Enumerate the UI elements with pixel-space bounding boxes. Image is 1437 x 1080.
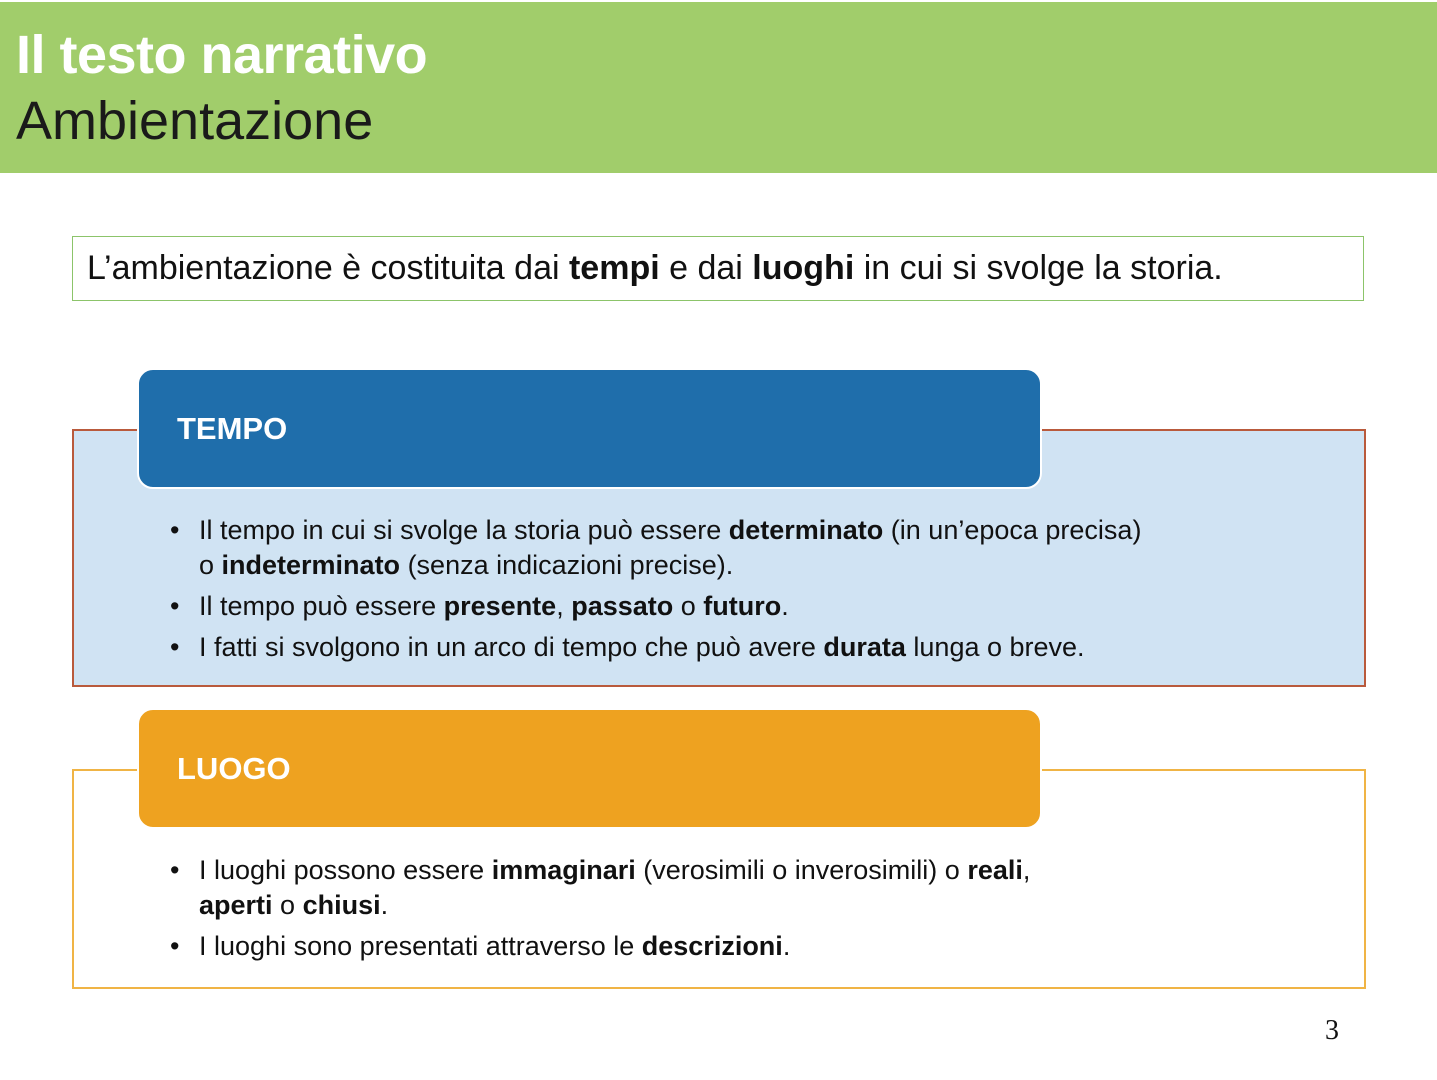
slide-title: Il testo narrativo	[16, 25, 428, 85]
item-bold: indeterminato	[221, 550, 401, 580]
page-number: 3	[1325, 1015, 1339, 1046]
item-text: ,	[556, 591, 572, 621]
item-bold: durata	[823, 632, 906, 662]
item-text: ,	[1022, 855, 1031, 885]
list-item	[170, 630, 1320, 665]
list-item	[170, 929, 1270, 964]
definition-bold-tempi: tempi	[568, 249, 660, 287]
item-text: Il tempo può essere	[199, 591, 444, 621]
tempo-list	[170, 513, 1320, 671]
tempo-heading	[137, 368, 1042, 489]
item-bold: chiusi	[302, 890, 381, 920]
item-bold: descrizioni	[641, 931, 783, 961]
item-bold: aperti	[199, 890, 273, 920]
definition-text-3: in cui si svolge la storia.	[854, 249, 1223, 287]
list-item	[170, 589, 1320, 624]
slide-subtitle: Ambientazione	[16, 91, 374, 151]
definition-text-2: e dai	[659, 249, 753, 287]
luogo-heading	[137, 708, 1042, 829]
item-text: o	[199, 550, 222, 580]
luogo-label: LUOGO	[177, 750, 291, 786]
item-text: I luoghi sono presentati attraverso le	[199, 931, 642, 961]
definition-text-1: L’ambientazione è costituita dai	[87, 249, 569, 287]
item-bold: futuro	[703, 591, 782, 621]
list-item	[170, 853, 1270, 923]
item-text: .	[380, 890, 389, 920]
item-text: (in un’epoca precisa)	[883, 515, 1142, 545]
item-text: .	[782, 931, 791, 961]
definition-bold-luoghi: luoghi	[752, 249, 855, 287]
item-text: I luoghi possono essere	[199, 855, 492, 885]
item-bold: reali	[967, 855, 1023, 885]
luogo-list	[170, 853, 1270, 970]
item-text: (senza indicazioni precise).	[400, 550, 734, 580]
item-bold: immaginari	[491, 855, 636, 885]
item-text: .	[781, 591, 789, 621]
item-bold: presente	[443, 591, 557, 621]
tempo-label: TEMPO	[177, 410, 288, 446]
item-text: o	[673, 591, 704, 621]
item-text: Il tempo in cui si svolge la storia può essere	[199, 515, 729, 545]
item-text: o	[272, 890, 303, 920]
item-text: (verosimili o inverosimili) o	[635, 855, 968, 885]
item-bold: determinato	[728, 515, 884, 545]
item-text: I fatti si svolgono in un arco di tempo che può avere	[199, 632, 824, 662]
definition-box	[72, 236, 1364, 301]
item-bold: passato	[571, 591, 674, 621]
header-bar	[0, 2, 1437, 173]
list-item	[170, 513, 1320, 583]
item-text: lunga o breve.	[905, 632, 1085, 662]
